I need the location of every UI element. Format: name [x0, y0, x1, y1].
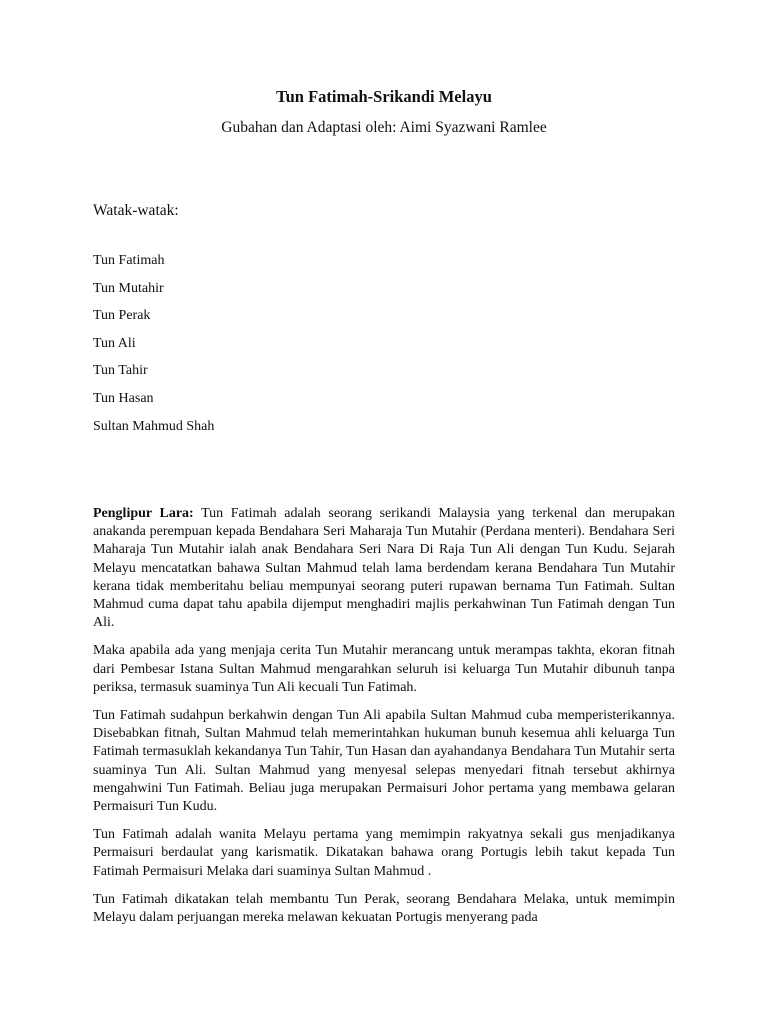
narration-paragraph: Tun Fatimah dikatakan telah membantu Tun Perak, seorang Bendahara Melaka, untuk memimpin Melayu dalam perjuangan mereka melawan kekuatan Portugis menyerang pada — [93, 891, 675, 926]
character-item: Tun Tahir — [93, 363, 148, 379]
character-item: Tun Mutahir — [93, 280, 164, 296]
character-item: Tun Hasan — [93, 390, 154, 406]
characters-list — [93, 252, 214, 445]
narration-paragraph: Tun Fatimah adalah wanita Melayu pertama yang memimpin rakyatnya sekali gus menjadikanya Permaisuri berdaulat yang karismatik. Dikatakan bahawa orang Portugis lebih takut kepada Tun Fatimah Permaisuri Melaka dari suaminya Sultan Mahmud . — [93, 827, 675, 879]
document-title: Tun Fatimah-Srikandi Melayu — [276, 87, 492, 106]
characters-heading: Watak-watak: — [93, 202, 179, 219]
character-item: Tun Perak — [93, 308, 151, 324]
narration-paragraph: Maka apabila ada yang menjaja cerita Tun Mutahir merancang untuk merampas takhta, ekoran fitnah dari Pembesar Istana Sultan Mahmud mengarahkan seluruh isi keluarga Tun Mutahir dibunuh tanpa periksa, termasuk suaminya Tun Ali kecuali Tun Fatimah. — [93, 643, 675, 695]
narration-paragraph — [93, 505, 675, 632]
speaker-label: Penglipur Lara: — [93, 506, 194, 521]
character-item: Sultan Mahmud Shah — [93, 418, 215, 434]
paragraph-text: Tun Fatimah adalah seorang serikandi Malaysia yang terkenal dan merupakan anakanda perempuan kepada Bendahara Seri Maharaja Tun Mutahir (Perdana menteri). Bendahara Seri Maharaja Tun Mutahir ialah anak Bendahara Seri Nara Di Raja Tun Ali dengan Tun Kudu. Sejarah Melayu mencatatkan bahawa Sultan Mahmud telah lama berdendam kerana Bendahara Tun Mutahir kerana tidak memberitahu beliau mempunyai seorang puteri rupawan bernama Tun Fatimah. Sultan Mahmud cuma dapat tahu apabila dijemput menghadiri majlis perkahwinan Tun Fatimah dengan Tun Ali. — [93, 506, 676, 631]
narration-paragraph: Tun Fatimah sudahpun berkahwin dengan Tun Ali apabila Sultan Mahmud cuba memperisterikannya. Disebabkan fitnah, Sultan Mahmud telah memerintahkan hukuman bunuh kesemua ahli keluarga Tun Fatimah termasuklah kekandanya Tun Tahir, Tun Hasan dan ayahandanya Bendahara Tun Mutahir serta suaminya Tun Ali. Sultan Mahmud yang menyesal selepas menyedari fitnah tersebut akhirnya mengahwini Tun Fatimah. Beliau juga merupakan Permaisuri Johor pertama yang membawa gelaran Permaisuri Tun Kudu. — [93, 708, 675, 815]
character-item: Tun Ali — [93, 335, 136, 351]
document-subtitle: Gubahan dan Adaptasi oleh: Aimi Syazwani Ramlee — [221, 119, 547, 136]
narration-body — [93, 505, 675, 937]
character-item: Tun Fatimah — [93, 253, 165, 268]
